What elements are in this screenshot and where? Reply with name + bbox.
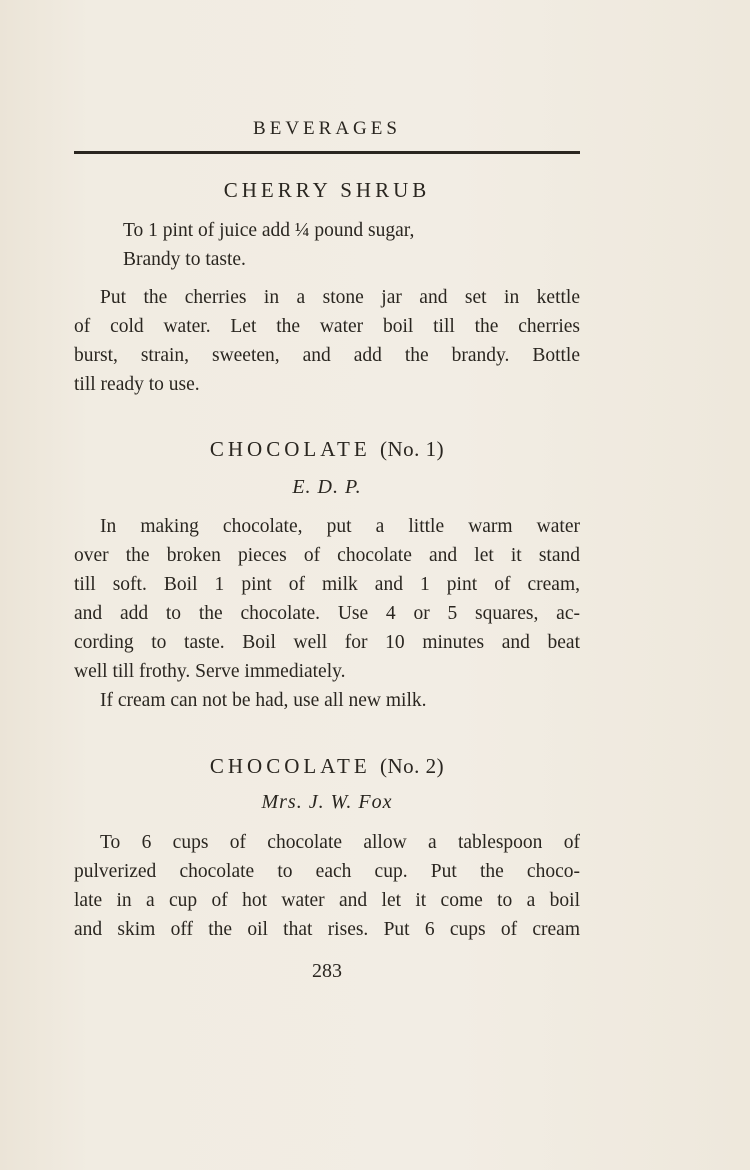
text-line: late in a cup of hot water and let it come to a boil	[74, 890, 580, 911]
recipe-title	[74, 437, 580, 462]
page-number: 283	[312, 960, 342, 982]
byline-container	[74, 791, 580, 814]
recipe-title	[74, 754, 580, 779]
text-line: of cold water. Let the water boil till the cherries	[74, 316, 580, 337]
header-rule	[74, 151, 580, 154]
recipe-title-text: CHOCOLATE	[209, 437, 371, 461]
text-line: To 6 cups of chocolate allow a tablespoon of	[100, 832, 580, 853]
recipe-chocolate-2	[74, 754, 580, 779]
recipe-directions	[74, 828, 580, 944]
recipe-byline: E. D. P.	[292, 476, 362, 498]
recipe-directions	[74, 512, 580, 715]
text-line: well till frothy. Serve immediately.	[74, 661, 346, 682]
text-line: In making chocolate, put a little warm water	[100, 516, 580, 537]
recipe-title-number: (No. 2)	[379, 754, 445, 778]
text-line: cording to taste. Boil well for 10 minutes and beat	[74, 632, 580, 653]
ingredient-line: Brandy to taste.	[123, 249, 246, 270]
recipe-note: If cream can not be had, use all new milk.	[100, 690, 427, 711]
running-head: BEVERAGES	[253, 118, 401, 139]
ingredient-list	[74, 216, 580, 274]
recipe-title-number: (No. 1)	[379, 437, 445, 461]
recipe-byline: Mrs. J. W. Fox	[261, 791, 393, 813]
text-line: till soft. Boil 1 pint of milk and 1 pint of cream,	[74, 574, 580, 595]
recipe-title-text: CHOCOLATE	[209, 754, 371, 778]
recipe-directions	[74, 283, 580, 399]
text-line: till ready to use.	[74, 374, 200, 395]
text-line: burst, strain, sweeten, and add the brandy. Bottle	[74, 345, 580, 366]
text-line: and add to the chocolate. Use 4 or 5 squares, ac-	[74, 603, 580, 624]
recipe-title: CHERRY SHRUB	[223, 178, 431, 202]
text-line: and skim off the oil that rises. Put 6 cups of cream	[74, 919, 580, 940]
text-line: over the broken pieces of chocolate and let it stand	[74, 545, 580, 566]
text-line: pulverized chocolate to each cup. Put the choco-	[74, 861, 580, 882]
recipe-chocolate-1	[74, 437, 580, 462]
byline-container	[74, 476, 580, 499]
recipe-cherry-shrub	[74, 178, 580, 203]
text-line: Put the cherries in a stone jar and set in kettle	[100, 287, 580, 308]
ingredient-line: To 1 pint of juice add ¼ pound sugar,	[123, 220, 415, 241]
